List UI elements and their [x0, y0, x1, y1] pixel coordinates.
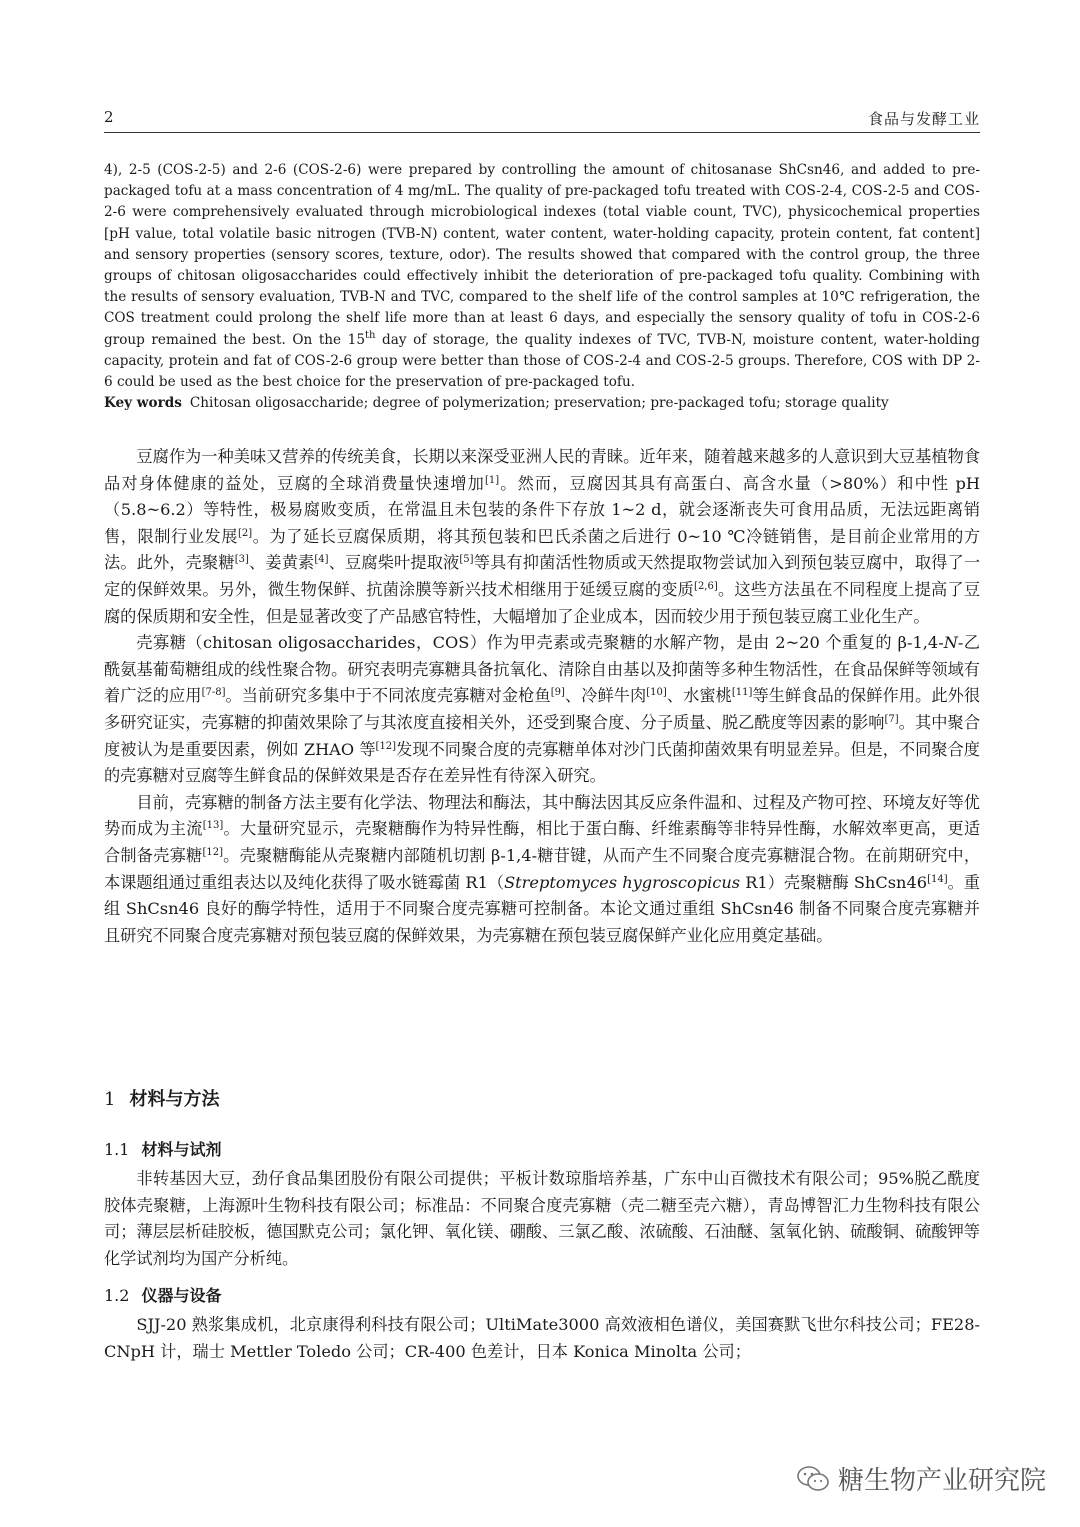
wechat-icon	[796, 1465, 830, 1493]
instruments-paragraph: SJJ-20 熟浆集成机，北京康得利科技有限公司；UltiMate3000 高效液相色谱仪，美国赛默飞世尔科技公司；FE28-CNpH 计，瑞士 Mettler Toledo 公司；CR-400 色差计，日本 Konica Minolta 公司；	[104, 1315, 980, 1361]
watermark-text: 糖生物产业研究院	[837, 1466, 1046, 1496]
intro-paragraph-2: 壳寡糖（chitosan oligosaccharides，COS）作为甲壳素或壳聚糖的水解产物，是由 2~20 个重复的 β-1,4-N-乙酰氨基葡萄糖组成的线性聚合物。研究表明壳寡糖具备抗氧化、清除自由基以及抑菌等多种生物活性，在食品保鲜等领域有着广泛的应用[7-8]。当前研究多集中于不同浓度壳寡糖对金枪鱼[9]、冷鲜牛肉[10]、水蜜桃[11]等生鲜食品的保鲜作用。此外很多研究证实，壳寡糖的抑菌效果除了与其浓度直接相关外，还受到聚合度、分子质量、脱乙酰度等因素的影响[7]。其中聚合度被认为是重要因素，例如 ZHAO 等[12]发现不同聚合度的壳寡糖单体对沙门氏菌抑菌效果有明显差异。但是，不同聚合度的壳寡糖对豆腐等生鲜食品的保鲜效果是否存在差异性有待深入研究。	[104, 633, 981, 786]
english-abstract	[104, 160, 980, 414]
keywords-text: Chitosan oligosaccharide; degree of polymerization; preservation; pre-packaged tofu; storage quality	[189, 395, 889, 412]
keywords	[104, 393, 980, 414]
page-number: 2	[104, 108, 114, 126]
section-heading-1-1: 1.1 材料与试剂	[104, 1140, 222, 1159]
watermark	[796, 1460, 1046, 1497]
section-heading-1: 1 材料与方法	[104, 1089, 220, 1110]
intro-paragraph-3: 目前，壳寡糖的制备方法主要有化学法、物理法和酶法，其中酶法因其反应条件温和、过程及产物可控、环境友好等优势而成为主流[13]。大量研究显示，壳聚糖酶作为特异性酶，相比于蛋白酶、纤维素酶等非特异性酶，水解效率更高，更适合制备壳寡糖[12]。壳聚糖酶能从壳聚糖内部随机切割 β-1,4-糖苷键，从而产生不同聚合度壳寡糖混合物。在前期研究中，本课题组通过重组表达以及纯化获得了吸水链霉菌 R1（Streptomyces hygroscopicus R1）壳聚糖酶 ShCsn46[14]。重组 ShCsn46 良好的酶学特性，适用于不同聚合度壳寡糖可控制备。本论文通过重组 ShCsn46 制备不同聚合度壳寡糖并且研究不同聚合度壳寡糖对预包装豆腐的保鲜效果，为壳寡糖在预包装豆腐保鲜产业化应用奠定基础。	[104, 792, 981, 945]
introduction	[104, 444, 980, 949]
journal-name: 食品与发酵工业	[867, 110, 980, 128]
keywords-label: Key words	[104, 395, 182, 412]
intro-paragraph-1: 豆腐作为一种美味又营养的传统美食，长期以来深受亚洲人民的青睐。近年来，随着越来越多的人意识到大豆基植物食品对身体健康的益处，豆腐的全球消费量快速增加[1]。然而，豆腐因其具有高蛋白、高含水量（>80%）和中性 pH（5.8~6.2）等特性，极易腐败变质，在常温且未包装的条件下存放 1~2 d，就会逐渐丧失可食用品质，无法远距离销售，限制行业发展[2]。为了延长豆腐保质期，将其预包装和巴氏杀菌之后进行 0~10 ℃冷链销售，是目前企业常用的方法。此外，壳聚糖[3]、姜黄素[4]、豆腐柴叶提取液[5]等具有抑菌活性物质或天然提取物尝试加入到预包装豆腐中，取得了一定的保鲜效果。另外，微生物保鲜、抗菌涂膜等新兴技术相继用于延缓豆腐的变质[2,6]。这些方法虽在不同程度上提高了豆腐的保质期和安全性，但是显著改变了产品感官特性，大幅增加了企业成本，因而较少用于预包装豆腐工业化生产。	[104, 447, 981, 626]
section-heading-1-2: 1.2 仪器与设备	[104, 1286, 222, 1305]
running-header	[104, 106, 980, 133]
abstract-text: 4), 2-5 (COS-2-5) and 2-6 (COS-2-6) were prepared by controlling the amount of chitosanase ShCsn46, and added to pre-packaged tofu at a mass concentration of 4 mg/mL. The quality of pre-packaged tofu treated with COS-2-4, COS-2-5 and COS-2-6 were comprehensively evaluated through microbiological indexes (total viable count, TVC), physicochemical properties [pH value, total volatile basic nitrogen (TVB-N) content, water content, water-holding capacity, protein content, fat content] and sensory properties (sensory scores, texture, odor). The results showed that compared with the control group, the three groups of chitosan oligosaccharides could effectively inhibit the deterioration of pre-packaged tofu quality. Combining with the results of sensory evaluation, TVB-N and TVC, compared to the shelf life of the control samples at 10℃ refrigeration, the COS treatment could prolong the shelf life more than at least 6 days, and especially the sensory quality of tofu in COS-2-6 group remained the best. On the 15th day of storage, the quality indexes of TVC, TVB-N, moisture content, water-holding capacity, protein and fat of COS-2-6 group were better than those of COS-2-4 and COS-2-5 groups. Therefore, COS with DP 2-6 could be used as the best choice for the preservation of pre-packaged tofu.	[104, 162, 980, 391]
materials-paragraph: 非转基因大豆，劲仔食品集团股份有限公司提供；平板计数琼脂培养基，广东中山百微技术有限公司；95%脱乙酰度胶体壳聚糖，上海源叶生物科技有限公司；标准品：不同聚合度壳寡糖（壳二糖至壳六糖），青岛博智汇力生物科技有限公司；薄层层析硅胶板，德国默克公司；氯化钾、氧化镁、硼酸、三氯乙酸、浓硫酸、石油醚、氢氧化钠、硫酸铜、硫酸钾等化学试剂均为国产分析纯。	[104, 1169, 980, 1268]
